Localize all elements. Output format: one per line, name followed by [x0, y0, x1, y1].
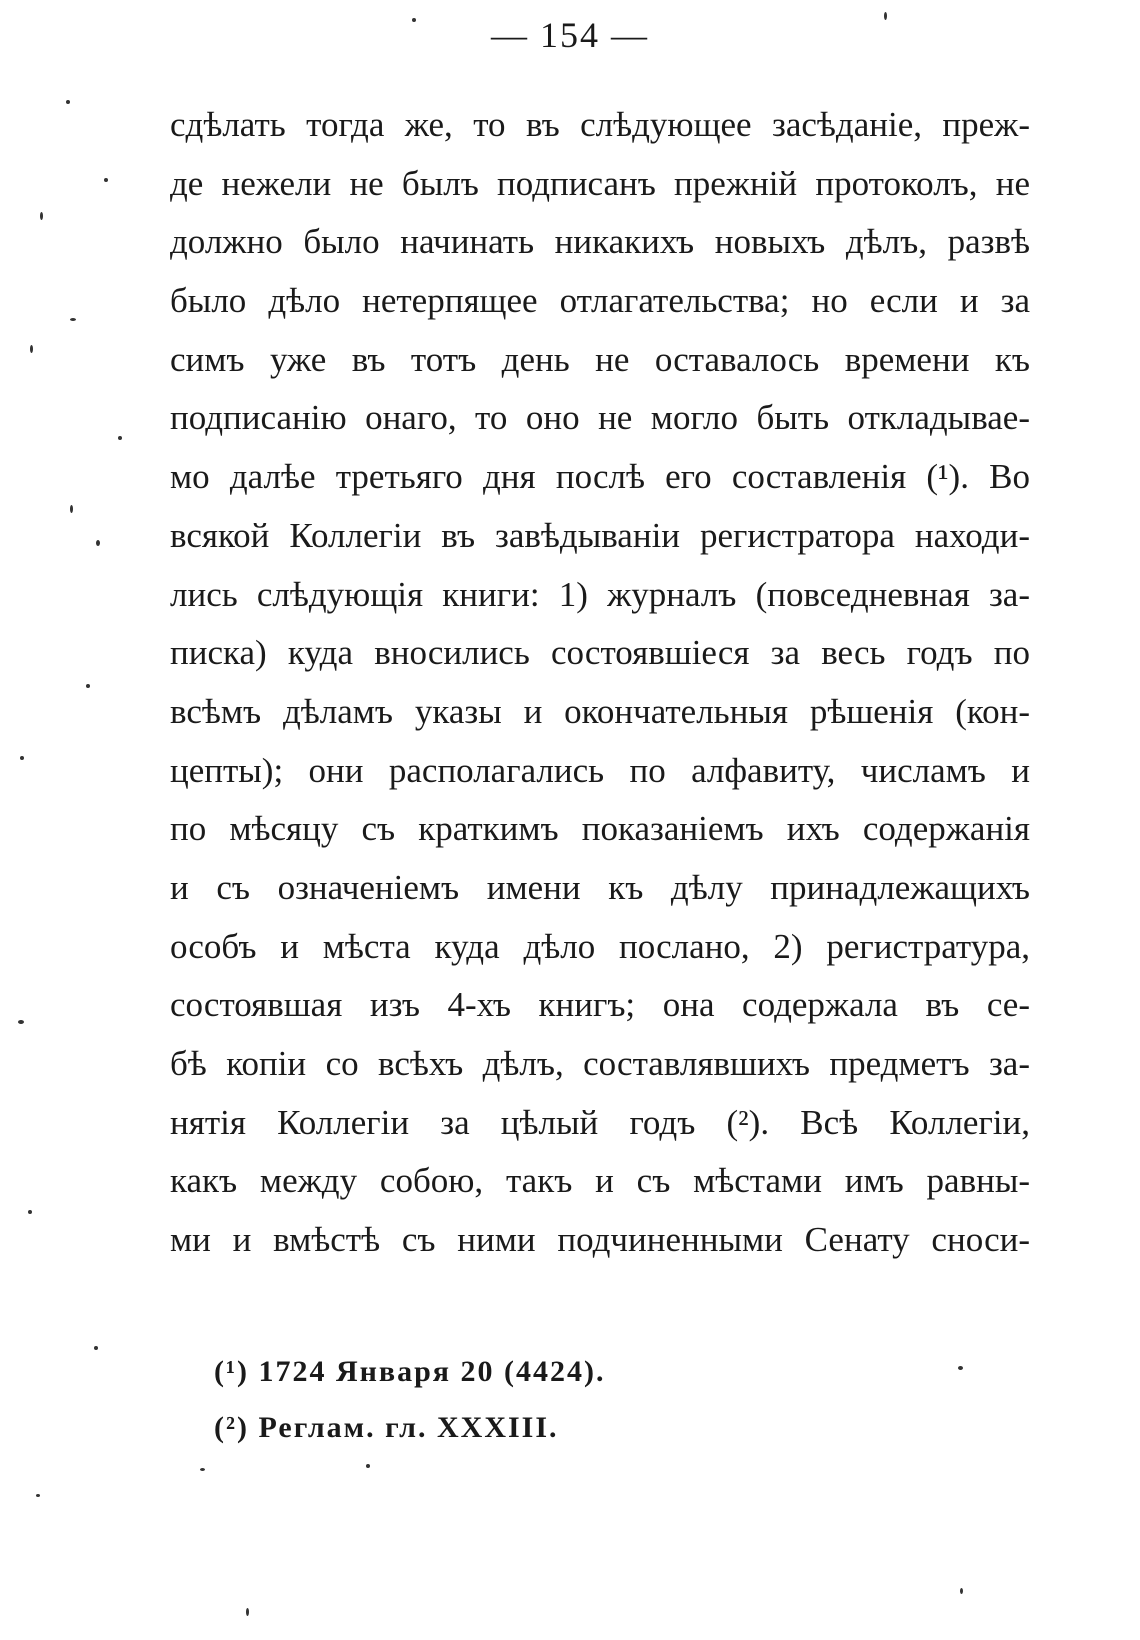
scan-speck: [30, 345, 33, 353]
scan-speck: [40, 212, 43, 220]
text-line: ми и вмѣстѣ съ ними подчиненными Сенату сноси-: [170, 1220, 1030, 1260]
scan-speck: [884, 12, 887, 20]
scan-speck: [20, 756, 24, 760]
body-text: [170, 96, 1030, 1270]
scan-speck: [958, 1366, 963, 1370]
text-line: особъ и мѣста куда дѣло послано, 2) регистратура,: [170, 926, 1030, 966]
text-line: и съ означеніемъ имени къ дѣлу принадлежащихъ: [170, 867, 1030, 907]
scan-speck: [28, 1210, 32, 1214]
text-line: цепты); они располагались по алфавиту, числамъ и: [170, 750, 1030, 790]
text-line: де нежели не былъ подписанъ прежній протоколъ, не: [170, 163, 1030, 203]
scan-speck: [104, 178, 108, 182]
text-line: симъ уже въ тотъ день не оставалось времени къ: [170, 339, 1030, 379]
scan-speck: [118, 436, 122, 440]
page-number: — 154 —: [491, 15, 649, 55]
scan-speck: [412, 18, 416, 22]
text-line: бѣ копіи со всѣхъ дѣлъ, составлявшихъ предметъ за-: [170, 1044, 1030, 1083]
text-line: всякой Коллегіи въ завѣдываніи регистратора находи-: [170, 515, 1030, 555]
scan-speck: [18, 1020, 24, 1024]
scan-speck: [96, 540, 100, 546]
footnote-1: (¹) 1724 Января 20 (4424).: [214, 1355, 606, 1388]
text-line: состоявшая изъ 4-хъ книгъ; она содержала въ се-: [170, 985, 1030, 1025]
scan-speck: [86, 684, 90, 688]
footnote-2: (²) Реглам. гл. XXXIII.: [214, 1411, 559, 1444]
scan-speck: [36, 1494, 40, 1497]
text-line: по мѣсяцу съ краткимъ показаніемъ ихъ содержанія: [170, 809, 1030, 849]
text-line: всѣмъ дѣламъ указы и окончательныя рѣшенія (кон-: [170, 691, 1030, 731]
text-line: подписанію онаго, то оно не могло быть откладывае-: [170, 398, 1030, 438]
scan-speck: [94, 1346, 98, 1350]
scan-speck: [70, 505, 73, 513]
text-line: какъ между собою, такъ и съ мѣстами имъ равны-: [170, 1161, 1030, 1201]
scan-speck: [246, 1608, 249, 1616]
text-line: было дѣло нетерпящее отлагательства; но если и за: [170, 281, 1030, 321]
text-line: сдѣлать тогда же, то въ слѣдующее засѣданіе, преж-: [170, 105, 1030, 144]
scan-speck: [200, 1468, 205, 1471]
text-line: лись слѣдующія книги: 1) журналъ (повседневная за-: [170, 574, 1030, 614]
scan-speck: [366, 1464, 370, 1468]
text-line: нятія Коллегіи за цѣлый годъ (²). Всѣ Коллегіи,: [170, 1102, 1030, 1142]
text-line: писка) куда вносились состоявшіеся за весь годъ по: [170, 633, 1030, 673]
scan-speck: [960, 1588, 963, 1594]
footnotes: [214, 1344, 914, 1456]
text-line: должно было начинать никакихъ новыхъ дѣлъ, развѣ: [170, 222, 1030, 262]
text-line: мо далѣе третьяго дня послѣ его составленія (¹). Во: [170, 457, 1030, 497]
scan-speck: [70, 318, 76, 321]
scan-speck: [66, 100, 70, 104]
